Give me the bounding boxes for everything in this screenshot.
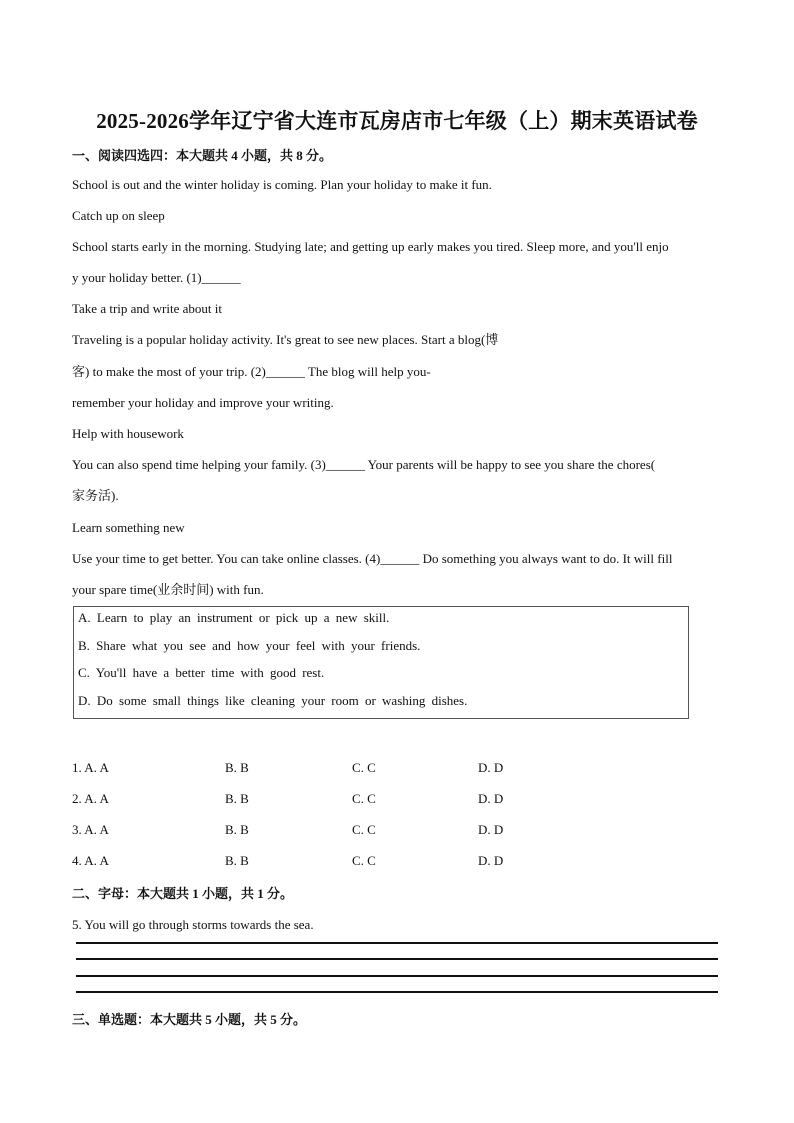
passage-intro: School is out and the winter holiday is coming. Plan your holiday to make it fun. — [72, 177, 492, 192]
exam-title: 2025-2026学年辽宁省大连市瓦房店市七年级（上）期末英语试卷 — [96, 109, 698, 133]
answer-choice-d[interactable]: D. D — [478, 822, 504, 837]
option-c: C. You'll have a better time with good rest. — [78, 665, 325, 680]
answer-choice-b[interactable]: B. B — [225, 760, 249, 775]
passage-paragraph-1-line-1: School starts early in the morning. Studying late; and getting up early makes you tired. Sleep more, and you'll enjo — [72, 239, 669, 254]
answer-choice-d[interactable]: D. D — [478, 853, 504, 868]
answer-choice-c[interactable]: C. C — [352, 760, 376, 775]
passage-heading-3: Help with housework — [72, 426, 184, 441]
section-1-heading: 一、阅读四选四：本大题共 4 小题，共 8 分。 — [72, 148, 333, 163]
answer-choice-b[interactable]: B. B — [225, 791, 249, 806]
answer-choice-d[interactable]: D. D — [478, 791, 504, 806]
passage-paragraph-2-line-1: Traveling is a popular holiday activity. It's great to see new places. Start a blog(博 — [72, 332, 499, 347]
answer-choice-c[interactable]: C. C — [352, 791, 376, 806]
writing-line[interactable] — [76, 958, 718, 960]
passage-heading-2: Take a trip and write about it — [72, 301, 222, 316]
section-3-heading: 三、单选题：本大题共 5 小题，共 5 分。 — [72, 1012, 307, 1027]
answer-choice-b[interactable]: B. B — [225, 853, 249, 868]
passage-paragraph-2-line-2: 客) to make the most of your trip. (2)______ The blog will help you- — [72, 364, 431, 379]
passage-heading-4: Learn something new — [72, 520, 185, 535]
answer-choice-d[interactable]: D. D — [478, 760, 504, 775]
passage-paragraph-2-line-3: remember your holiday and improve your writing. — [72, 395, 334, 410]
passage-paragraph-4-line-2: your spare time(业余时间) with fun. — [72, 582, 264, 597]
option-b: B. Share what you see and how your feel with your friends. — [78, 638, 421, 653]
section-2-heading: 二、字母：本大题共 1 小题，共 1 分。 — [72, 886, 294, 901]
answer-choice-b[interactable]: B. B — [225, 822, 249, 837]
answer-choice-a[interactable]: 1. A. A — [72, 760, 109, 775]
option-d: D. Do some small things like cleaning your room or washing dishes. — [78, 693, 468, 708]
answer-choice-c[interactable]: C. C — [352, 822, 376, 837]
answer-choice-c[interactable]: C. C — [352, 853, 376, 868]
answer-choice-a[interactable]: 3. A. A — [72, 822, 109, 837]
answer-choice-a[interactable]: 4. A. A — [72, 853, 109, 868]
writing-line[interactable] — [76, 942, 718, 944]
passage-heading-1: Catch up on sleep — [72, 208, 165, 223]
writing-line[interactable] — [76, 975, 718, 977]
question-5: 5. You will go through storms towards the sea. — [72, 917, 314, 932]
passage-paragraph-3-line-2: 家务活). — [72, 488, 119, 503]
options-box — [73, 606, 689, 719]
passage-paragraph-4-line-1: Use your time to get better. You can take online classes. (4)______ Do something you always want to do. It will fill — [72, 551, 673, 566]
option-a: A. Learn to play an instrument or pick up a new skill. — [78, 610, 390, 625]
answer-choice-a[interactable]: 2. A. A — [72, 791, 109, 806]
passage-paragraph-3-line-1: You can also spend time helping your family. (3)______ Your parents will be happy to see you share the chores( — [72, 457, 656, 472]
writing-line[interactable] — [76, 991, 718, 993]
passage-paragraph-1-line-2: y your holiday better. (1)______ — [72, 270, 241, 285]
